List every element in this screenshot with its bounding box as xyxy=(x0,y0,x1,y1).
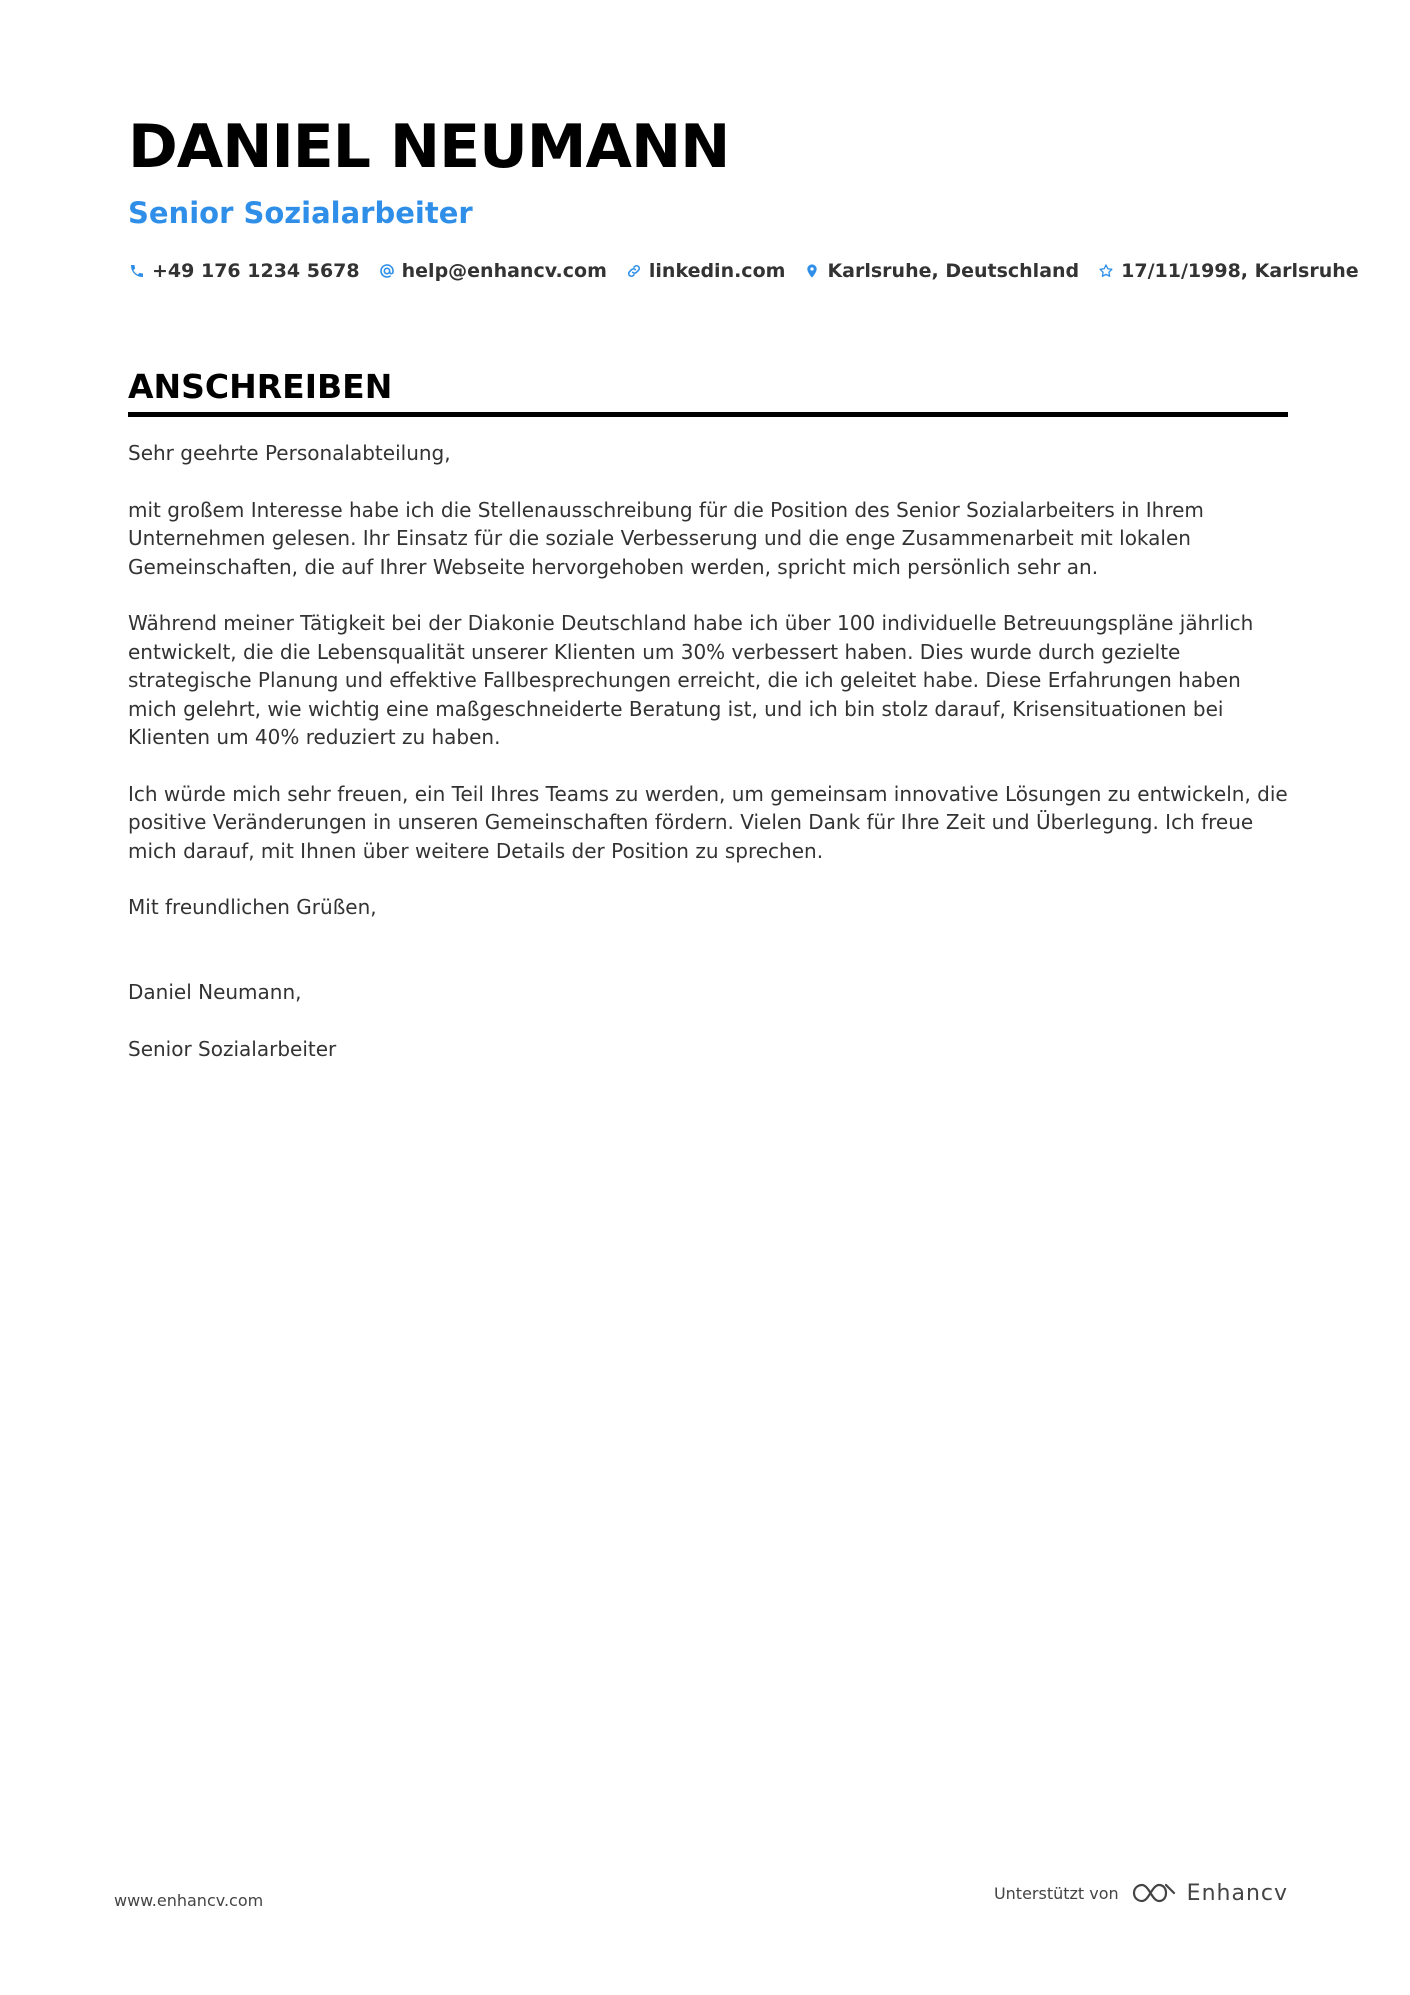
signature-title: Senior Sozialarbeiter xyxy=(128,1037,337,1061)
birth-text: 17/11/1998, Karlsruhe xyxy=(1121,260,1359,282)
letter-paragraph: Ich würde mich sehr freuen, ein Teil Ihres Teams zu werden, um gemeinsam innovative Lösungen zu entwickeln, die positive Veränderungen in unseren Gemeinschaften fördern. Vielen Dank für Ihre Zeit und Überlegung. Ich freue mich darauf, mit Ihnen über weitere Details der Position zu sprechen. xyxy=(128,781,1288,863)
closing: Mit freundlichen Grüßen, xyxy=(128,895,377,919)
contact-location xyxy=(803,260,1079,282)
section-title: ANSCHREIBEN xyxy=(128,367,393,406)
job-title: Senior Sozialarbeiter xyxy=(128,196,473,230)
footer-branding xyxy=(994,1880,1288,1906)
salutation: Sehr geehrte Personalabteilung, xyxy=(128,441,451,465)
brand-name: Enhancv xyxy=(1186,1880,1288,1906)
contact-linkedin xyxy=(625,260,786,282)
contact-phone xyxy=(128,260,360,282)
header xyxy=(128,110,1359,282)
contact-email xyxy=(378,260,607,282)
applicant-name: DANIEL NEUMANN xyxy=(128,112,730,182)
phone-icon xyxy=(128,262,146,280)
star-icon xyxy=(1097,262,1115,280)
enhancv-logo-icon xyxy=(1131,1880,1177,1906)
location-pin-icon xyxy=(803,262,821,280)
letter-paragraph: mit großem Interesse habe ich die Stellenausschreibung für die Position des Senior Sozialarbeiters in Ihrem Unternehmen gelesen. Ihr Einsatz für die soziale Verbesserung und die enge Zusammenarbeit mit lokalen Gemeinschaften, die auf Ihrer Webseite hervorgehoben werden, spricht mich persönlich sehr an. xyxy=(128,497,1204,579)
signature-name: Daniel Neumann, xyxy=(128,979,302,1004)
at-icon xyxy=(378,262,396,280)
powered-by-label: Unterstützt von xyxy=(993,1883,1119,1903)
phone-text: +49 176 1234 5678 xyxy=(152,260,360,282)
cover-letter-section xyxy=(128,366,1288,1092)
letter-body xyxy=(128,439,1288,1064)
linkedin-text: linkedin.com xyxy=(648,260,786,282)
contact-birth xyxy=(1097,260,1359,282)
letter-paragraph: Während meiner Tätigkeit bei der Diakonie Deutschland habe ich über 100 individuelle Betreuungspläne jährlich entwickelt, die die Lebensqualität unserer Klienten um 30% verbessert haben. Dies wurde durch gezielte strategische Planung und effektive Fallbesprechungen erreicht, die ich geleitet habe. Diese Erfahrungen haben mich gelehrt, wie wichtig eine maßgeschneiderte Beratung ist, und ich bin stolz darauf, Krisensituationen bei Klienten um 40% reduziert zu haben. xyxy=(128,611,1254,749)
section-divider xyxy=(128,412,1288,417)
email-text: help@enhancv.com xyxy=(401,260,607,282)
contact-bar xyxy=(128,260,1359,282)
location-text: Karlsruhe, Deutschland xyxy=(827,260,1080,282)
link-icon xyxy=(625,262,643,280)
footer-website: www.enhancv.com xyxy=(114,1891,264,1910)
